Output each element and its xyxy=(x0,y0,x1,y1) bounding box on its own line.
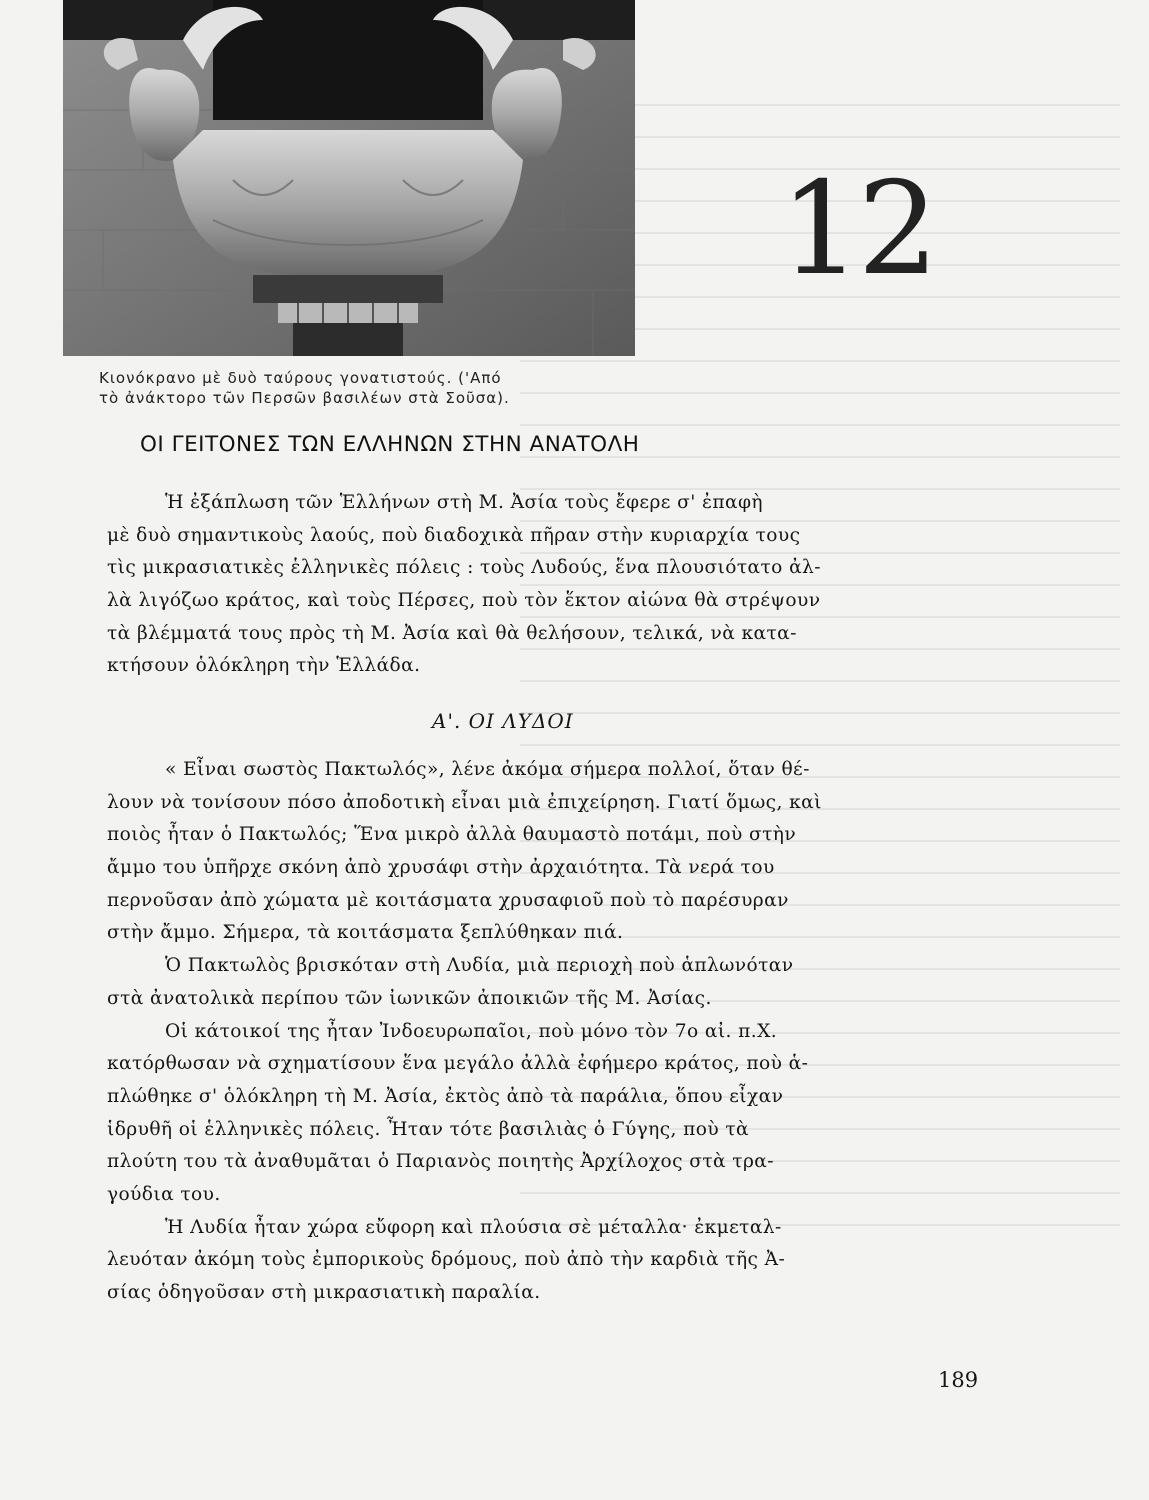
figure-caption xyxy=(99,368,619,408)
text-line: λουν νὰ τονίσουν πόσο ἀποδοτικὴ εἶναι μιὰ ἐπιχείρηση. Γιατί ὅμως, καὶ xyxy=(107,791,822,813)
text-line: πλώθηκε σ' ὁλόκληρη τὴ Μ. Ἀσία, ἐκτὸς ἀπὸ τὰ παράλια, ὅπου εἶχαν xyxy=(107,1085,784,1107)
text-line: στὰ ἀνατολικὰ περίπου τῶν ἰωνικῶν ἀποικιῶν τῆς Μ. Ἀσίας. xyxy=(107,987,712,1009)
section-body xyxy=(107,754,933,1310)
text-line: κατόρθωσαν νὰ σχηματίσουν ἕνα μεγάλο ἀλλὰ ἐφήμερο κράτος, ποὺ ἁ- xyxy=(107,1053,809,1075)
chapter-title: ΟΙ ΓΕΙΤΟΝΕΣ ΤΩΝ ΕΛΛΗΝΩΝ ΣΤΗΝ ΑΝΑΤΟΛΗ xyxy=(140,432,640,457)
text-line: Ὁ Πακτωλὸς βρισκόταν στὴ Λυδία, μιὰ περιοχὴ ποὺ ἁπλωνόταν xyxy=(165,955,794,977)
text-line: λὰ λιγόζωο κράτος, καὶ τοὺς Πέρσες, ποὺ τὸν ἕκτον αἰώνα θὰ στρέψουν xyxy=(107,590,821,612)
capital-bulls-photo xyxy=(63,0,635,356)
text-line: « Εἶναι σωστὸς Πακτωλός», λένε ἀκόμα σήμερα πολλοί, ὅταν θέ- xyxy=(165,759,810,780)
text-line: τὶς μικρασιατικὲς ἑλληνικὲς πόλεις : τοὺς Λυδούς, ἕνα πλουσιότατο ἀλ- xyxy=(107,557,821,579)
intro-paragraph xyxy=(107,487,933,683)
text-line: σίας ὁδηγοῦσαν στὴ μικρασιατικὴ παραλία. xyxy=(107,1282,541,1303)
text-line: Ἡ ἐξάπλωση τῶν Ἑλλήνων στὴ Μ. Ἀσία τοὺς ἔφερε σ' ἐπαφὴ xyxy=(165,492,763,513)
text-line: ποιὸς ἦταν ὁ Πακτωλός; Ἕνα μικρὸ ἀλλὰ θαυμαστὸ ποτάμι, ποὺ στὴν xyxy=(107,824,797,846)
chapter-number: 12 xyxy=(780,155,935,304)
text-line: τὰ βλέμματά τους πρὸς τὴ Μ. Ἀσία καὶ θὰ θελήσουν, τελικά, νὰ κατα- xyxy=(107,622,797,644)
text-line: Οἱ κάτοικοί της ἦταν Ἰνδοευρωπαῖοι, ποὺ μόνο τὸν 7ο αἰ. π.Χ. xyxy=(165,1020,778,1042)
section-heading: Α'. ΟΙ ΛΥΔΟΙ xyxy=(432,709,574,733)
caption-line: τὸ ἀνάκτορο τῶν Περσῶν βασιλέων στὰ Σοῦσα). xyxy=(99,389,510,407)
text-line: περνοῦσαν ἀπὸ χώματα μὲ κοιτάσματα χρυσαφιοῦ ποὺ τὸ παρέσυραν xyxy=(107,889,789,911)
text-line: γούδια του. xyxy=(107,1183,221,1205)
caption-line: Κιονόκρανο μὲ δυὸ ταύρους γονατιστούς. ('Από xyxy=(99,369,502,387)
text-line: ἄμμο του ὑπῆρχε σκόνη ἀπὸ χρυσάφι στὴν ἀρχαιότητα. Τὰ νερά του xyxy=(107,857,775,879)
text-line: μὲ δυὸ σημαντικοὺς λαούς, ποὺ διαδοχικὰ πῆραν στὴν κυριαρχία τους xyxy=(107,524,801,546)
text-line: λευόταν ἀκόμη τοὺς ἐμπορικοὺς δρόμους, ποὺ ἀπὸ τὴν καρδιὰ τῆς Ἀ- xyxy=(107,1249,786,1271)
page-number: 189 xyxy=(938,1368,979,1392)
text-line: κτήσουν ὁλόκληρη τὴν Ἑλλάδα. xyxy=(107,655,421,677)
text-line: πλούτη του τὰ ἀναθυμᾶται ὁ Παριανὸς ποιητὴς Ἀρχίλοχος στὰ τρα- xyxy=(107,1151,774,1173)
text-line: Ἡ Λυδία ἦταν χώρα εὔφορη καὶ πλούσια σὲ μέταλλα· ἐκμεταλ- xyxy=(165,1216,782,1238)
text-line: ἱδρυθῆ οἱ ἑλληνικὲς πόλεις. Ἦταν τότε βασιλιὰς ὁ Γύγης, ποὺ τὰ xyxy=(107,1118,750,1140)
text-line: στὴν ἄμμο. Σήμερα, τὰ κοιτάσματα ξεπλύθηκαν πιά. xyxy=(107,922,624,944)
